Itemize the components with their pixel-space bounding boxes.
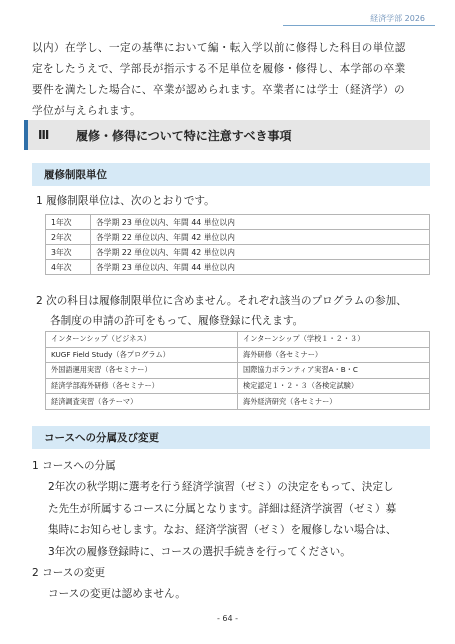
table-cell: 4年次 <box>46 260 91 275</box>
table-cell: 経済学部海外研修（各セミナー） <box>46 378 238 394</box>
course-line: た先生が所属するコースに分属となります。詳細は経済学演習（ゼミ）募 <box>48 502 397 515</box>
table-cell: 各学期 22 単位以内、年間 42 単位以内 <box>91 230 430 245</box>
course-line: 集時にお知らせします。なお、経済学演習（ゼミ）を履修しない場合は、 <box>48 524 397 537</box>
subsection-heading-limits: 履修制限単位 <box>32 163 430 186</box>
table-cell: 経済調査実習（各テーマ） <box>46 394 238 410</box>
table-row <box>46 363 430 379</box>
table-cell: 各学期 23 単位以内、年間 44 単位以内 <box>91 215 430 230</box>
table-cell: 海外研修（各セミナー） <box>238 347 430 363</box>
section-heading <box>24 120 430 150</box>
course-section-body <box>32 456 432 606</box>
table-cell: 3年次 <box>46 245 91 260</box>
table-row <box>46 332 430 348</box>
table-row <box>46 260 430 275</box>
course-line: 3年次の履修登録時に、コースの選択手続きを行ってください。 <box>48 545 351 558</box>
table-row <box>46 378 430 394</box>
limits-table <box>45 214 430 275</box>
table-row <box>46 347 430 363</box>
header-label: 経済学部 2026 <box>370 14 425 23</box>
table-row <box>46 394 430 410</box>
intro-line: 以内）在学し、一定の基準において編・転入学以前に修得した科目の単位認 <box>32 42 406 54</box>
course-line: 2 コースの変更 <box>32 567 106 580</box>
table-cell: KUGF Field Study（各プログラム） <box>46 347 238 363</box>
course-line: 1 コースへの分属 <box>32 460 116 472</box>
table-cell: 1年次 <box>46 215 91 230</box>
table-cell: インターンシップ（ビジネス） <box>46 332 238 348</box>
table-row <box>46 230 430 245</box>
table-cell: 海外経済研究（各セミナー） <box>238 394 430 410</box>
course-line: コースの変更は認めません。 <box>48 588 186 601</box>
table-cell: 検定認定１・２・３（各検定試験） <box>238 378 430 394</box>
intro-line: 要件を満たした場合に、卒業が認められます。卒業者には学士（経済学）の <box>32 84 405 96</box>
table-row <box>46 215 430 230</box>
section-title: 履修・修得について特に注意すべき事項 <box>76 128 292 143</box>
header-divider <box>283 25 435 26</box>
table-cell: 2年次 <box>46 230 91 245</box>
limits-item-2-line-1: 2 次の科目は履修制限単位に含めません。それぞれ該当のプログラムの参加、 <box>36 295 407 307</box>
page-number: - 64 - <box>216 614 239 623</box>
table-row <box>46 245 430 260</box>
table-cell: 各学期 23 単位以内、年間 44 単位以内 <box>91 260 430 275</box>
section-heading-accent <box>24 120 28 150</box>
intro-line: 定をしたうえで、学部長が指示する不足単位を履修・修得し、本学部の卒業 <box>32 63 406 75</box>
limits-item-1: 1 履修制限単位は、次のとおりです。 <box>36 195 215 207</box>
table-cell: インターンシップ（学校１・２・３） <box>238 332 430 348</box>
table-cell: 外国語運用実習（各セミナー） <box>46 363 238 379</box>
excluded-courses-table <box>45 331 430 410</box>
course-line: 2年次の秋学期に選考を行う経済学演習（ゼミ）の決定をもって、決定し <box>48 481 394 494</box>
limits-item-2-line-2: 各制度の申請の許可をもって、履修登録に代えます。 <box>50 315 304 327</box>
subsection-heading-course: コースへの分属及び変更 <box>32 426 430 449</box>
intro-paragraph <box>32 38 428 122</box>
section-number: Ⅲ <box>38 128 50 142</box>
intro-line: 学位が与えられます。 <box>32 105 142 117</box>
table-cell: 各学期 22 単位以内、年間 42 単位以内 <box>91 245 430 260</box>
table-cell: 国際協力ボランティア実習A・B・C <box>238 363 430 379</box>
